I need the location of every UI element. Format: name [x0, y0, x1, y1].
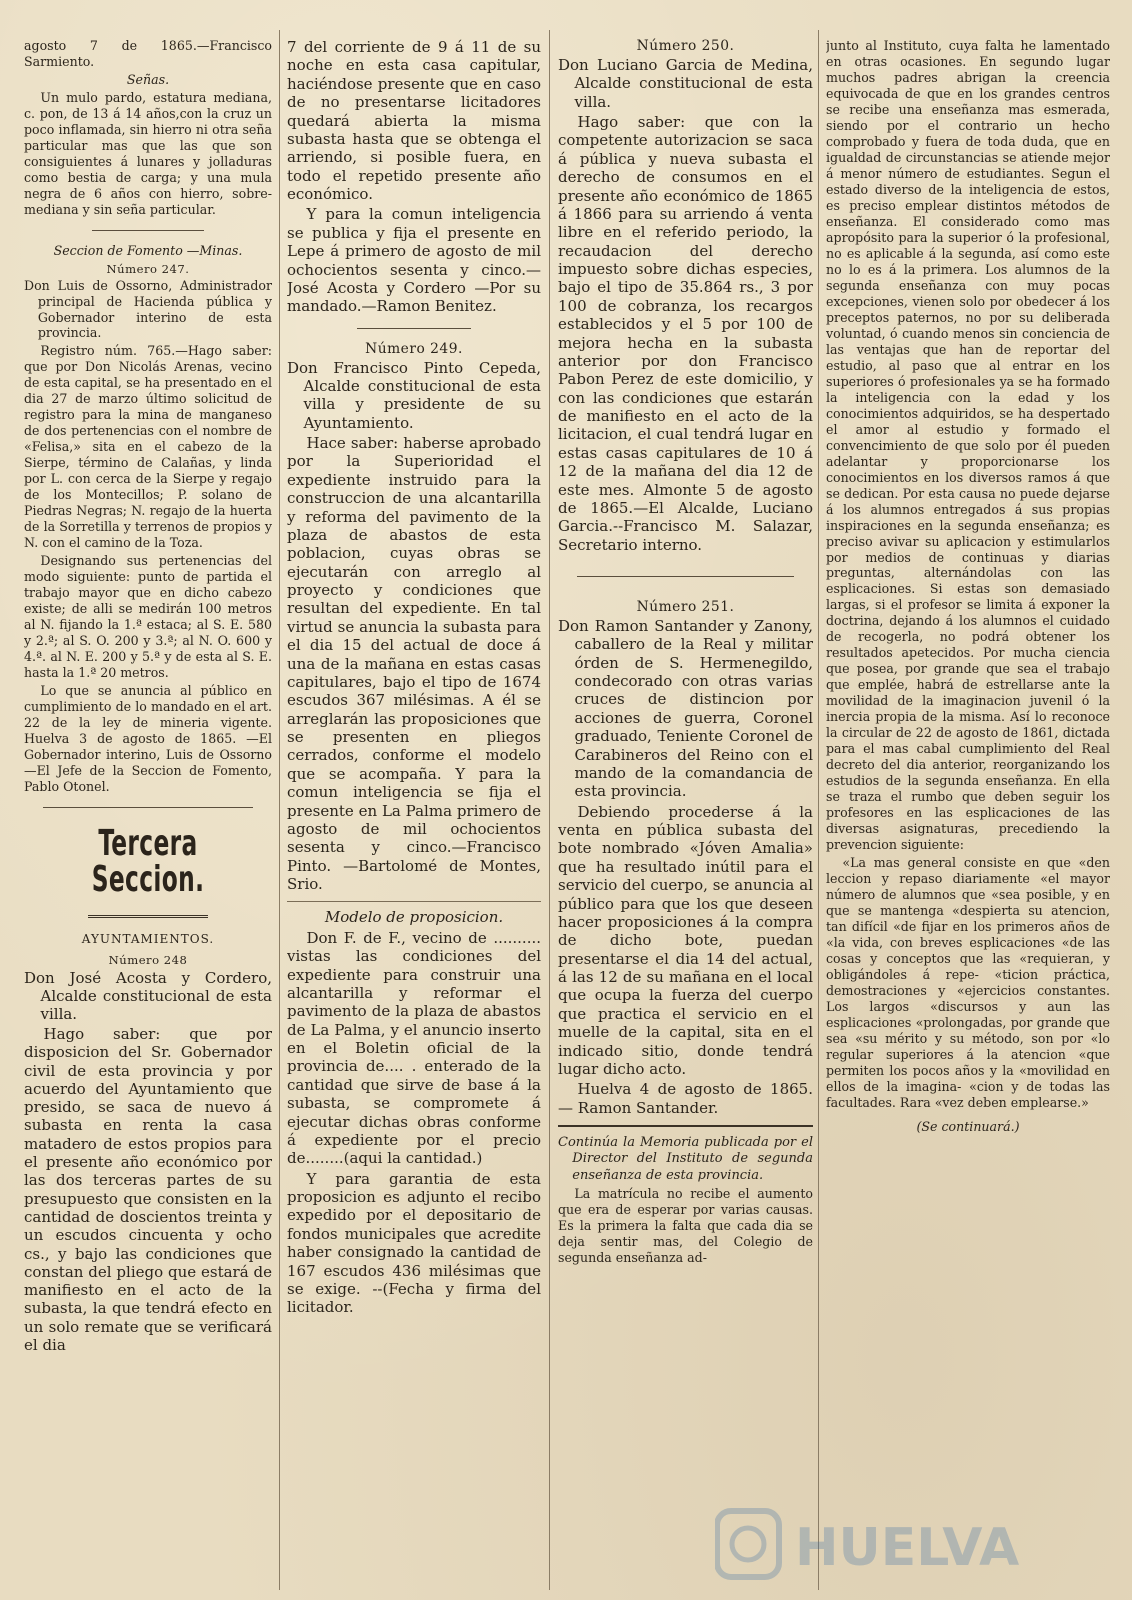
notice-issuer: Don Luis de Ossorno, Administrador principal de Hacienda pública y Gobernador interino de esta provincia. [24, 277, 272, 341]
ornament-divider [24, 906, 272, 922]
section-subtitle: AYUNTAMIENTOS. [81, 932, 215, 947]
column-2 [287, 38, 541, 1594]
paragraph: Registro núm. 765.—Hago saber: que por Don Nicolás Arenas, vecino de esta capital, se ha presentado en el dia 27 de marzo último solicitud de registro para la mina de manganeso de dos pertenencias con el nombre de «Felisa,» sita en el cabezo de la Sierpe, término de Calañas, y linda por L. con cerca de la Sierpe y regajo de los Montecillos; P. solano de Piedras Negras; N. regajo de la huerta de la Sorretilla y terrenos de propios y N. con el camino de la Toza. [24, 343, 272, 551]
notice-issuer: Don Luciano Garcia de Medina, Alcalde constitucional de esta villa. [558, 55, 813, 111]
paragraph: Hago saber: que por disposicion del Sr. Gobernador civil de esta provincia y por acuerdo del Ayuntamiento que presido, se saca de nuevo á subasta en renta la casa matadero de estos propios para el presente año económico por las dos terceras partes de su presupuesto que consisten en la cantidad de doscientos treinta y un escudos cincuenta y ocho cs., y bajo las condiciones que constan del pliego que estará de manifiesto en el acto de la subasta, la que tendrá efecto en un solo remate que se verificará el dia [24, 1024, 272, 1355]
notice-number: Número 250. [636, 38, 735, 54]
paragraph: Hace saber: haberse aprobado por la Superioridad el expediente instruido para la construccion de una alcantarilla y reforma del pavimento de la plaza de abastos de esta poblacion, cuyas obras se ejecutarán con arreglo al proyecto y condiciones que resultan del expediente. En tal virtud se anuncia la subasta para el dia 15 del actual de doce á una de la mañana en estas casas capitulares, bajo el tipo de 1674 escudos 367 milésimas. A él se arreglarán las proposiciones que se presenten en pliegos cerrados, conforme el modelo que se acompaña. Y para la comun inteligencia se fija el presente en La Palma primero de agosto de mil ochocientos sesenta y cinco.—Francisco Pinto. —Bartolomé de Montes, Srio. [287, 434, 541, 894]
quoted-circular: «La mas general consiste en que «den leccion y repaso diariamente «el mayor número de alumnos que «sea posible, y en que se mantenga «despierta su atencion, tan difícil «de fijar en los primeros años de «la vida, con breves esplicaciones «de las cosas y conceptos que las «requieran, y obligándoles á repe- «ticion práctica, demostraciones y «ejercicios constantes. Los largos «discursos y aun las esplicaciones «prolongadas, por grande que sea «su mérito y su método, son por «lo regular superiores á la atencion «que permiten los pocos años y la «movilidad en ellos de la imagina- «cion y de todas las facultades. Rara «vez deben emplearse.» [826, 855, 1110, 1110]
column-divider [549, 30, 550, 1590]
paragraph: agosto 7 de 1865.—Francisco Sarmiento. [24, 38, 272, 69]
column-1 [24, 38, 272, 1594]
notice-number: Número 247. [106, 261, 190, 276]
paragraph: Un mulo pardo, estatura mediana, c. pon, de 13 á 14 años,con la cruz un poco inflamada, sin hierro ni otra seña particular mas que las que son consiguientes á lunares y jolladuras como bestia de carga; y una mula negra de 6 años con hierro, sobre-mediana y sin seña particular. [24, 89, 272, 217]
divider [577, 576, 794, 577]
divider [43, 807, 254, 808]
notice-number: Número 251. [636, 599, 735, 616]
subheading: Señas. [126, 71, 170, 87]
column-3 [558, 38, 813, 1594]
watermark-text: HUELVA [795, 1518, 1020, 1578]
proposal-model [287, 901, 541, 1316]
notice-issuer: Don José Acosta y Cordero, Alcalde constitucional de esta villa. [24, 968, 272, 1023]
section-title: Tercera Seccion. [91, 823, 205, 901]
paragraph: Y para garantia de esta proposicion es adjunto el recibo expedido por el depositario de fondos municipales que acredite haber consignado la cantidad de 167 escudos 436 milésimas que se exige. --(Fecha y firma del licitador. [287, 1169, 541, 1317]
notice-number: Número 248 [108, 953, 188, 968]
paragraph: Lo que se anuncia al público en cumplimiento de lo mandado en el art. 22 de la ley de mineria vigente. Huelva 3 de agosto de 1865. —El Gobernador interino, Luis de Ossorno —El Jefe de la Seccion de Fomento, Pablo Otonel. [24, 683, 272, 795]
paragraph: junto al Instituto, cuya falta he lamentado en otras ocasiones. En segundo lugar muchos padres abrigan la creencia equivocada de que en los grandes centros se recibe una enseñanza mas esmerada, siendo por el contrario un hecho comprobado y fuera de toda duda, que en igualdad de circunstancias se atiende mejor á menor número de estudiantes. Segun el estado diverso de la inteligencia de estos, es preciso emplear distintos métodos de enseñanza. El considerado como mas apropósito para la superior ó la profesional, no es aplicable á la segunda, así como este no lo es á la primera. Los alumnos de la segunda enseñanza con muy pocas excepciones, vienen solo por obedecer á los preceptos paternos, no por su deliberada voluntad, ó cuando menos sin conciencia de las ventajas que han de reportar del estudio, al paso que al entrar en los superiores ó profesionales ya se ha formado la inteligencia con la edad y los conocimientos adquiridos, se ha despertado el amor al estudio y formado el convencimiento de que solo por él pueden adelantar y proporcionarse los conocimientos en los diversos ramos á que se dedican. Por esta causa no puede dejarse á los alumnos entregados á sus propias inspiraciones en la segunda enseñanza; es preciso avivar su aplicacion y estimularlos por medios de continuas y diarias preguntas, alternándolas con las esplicaciones. Si estas son demasiado largas, si el profesor se limita á exponer la doctrina, dejando á los alumnos el cuidado de recogerla, no podrá obtener los resultados apetecidos. Por mucha ciencia que posea, por grande que sea el trabajo que emplée, habrá de estrellarse ante la movilidad de la imaginacion juvenil ó la inercia propia de la misma. Así lo reconoce la circular de 22 de agosto de 1861, dictada para el mas cabal cumplimiento del Real decreto del dia anterior, reorganizando los estudios de la segunda enseñanza. En ella se traza el rumbo que deben seguir los profesores en las esplicaciones de las diversas asignaturas, precediendo la prevencion siguiente: [826, 38, 1110, 853]
paragraph: La matrícula no recibe el aumento que era de esperar por varias causas. Es la primera la falta que cada dia se deja sentir mas, del Colegio de segunda enseñanza ad- [558, 1185, 813, 1265]
divider [357, 328, 471, 329]
divider [92, 230, 204, 231]
column-4 [826, 38, 1110, 1594]
paragraph: Huelva 4 de agosto de 1865. — Ramon Santander. [558, 1080, 813, 1117]
paragraph: Hago saber: que con la competente autorizacion se saca á pública y nueva subasta el derecho de consumos en el presente año económico de 1865 á 1866 para su arriendo á venta libre en el referido periodo, la recaudacion del derecho impuesto sobre dichas especies, bajo el tipo de 35.864 rs., 3 por 100 de cobranza, los recargos establecidos y el 5 por 100 de mejora hecha en la subasta anterior por don Francisco Pabon Perez de este domicilio, y con las condiciones que estarán de manifiesto en el acto de la licitacion, el cual tendrá lugar en estas casas capitulares de 10 á 12 de la mañana del dia 12 de este mes. Almonte 5 de agosto de 1865.—El Alcalde, Luciano Garcia.--Francisco M. Salazar, Secretario interno. [558, 113, 813, 554]
notice-issuer: Don Ramon Santander y Zanony, caballero de la Real y militar órden de S. Hermenegildo, condecorado con otras varias cruces de distincion por acciones de guerra, Coronel graduado, Teniente Coronel de Carabineros del Reino con el mando de la comandancia de esta provincia. [558, 616, 813, 801]
paragraph: Don F. de F., vecino de .......... vistas las condiciones del expediente para construir una alcantarilla y reformar el pavimento de la plaza de abastos de La Palma, y el anuncio inserto en el Boletin oficial de la provincia de.... . enterado de la cantidad que sirve de base á la subasta, se compromete á ejecutar dichas obras conforme á expediente por el precio de........(aqui la cantidad.) [287, 928, 541, 1168]
paragraph: Designando sus pertenencias del modo siguiente: punto de partida el trabajo mayor que en dicho cabezo existe; de alli se medirán 100 metros al N. fijando la 1.ª estaca; al S. E. 580 y 2.ª; al S. O. 200 y 3.ª; al N. O. 600 y 4.ª. al N. E. 200 y 5.ª y de esta al S. E. hasta la 1.ª 20 metros. [24, 553, 272, 681]
notice-number: Número 249. [365, 340, 463, 357]
divider [558, 1125, 813, 1127]
column-divider [279, 30, 280, 1590]
section-heading: Seccion de Fomento —Minas. [53, 242, 243, 258]
paragraph: Y para la comun inteligencia se publica y fija el presente en Lepe á primero de agosto de mil ochocientos sesenta y cinco.—José Acosta y Cordero —Por su mandado.—Ramon Benitez. [287, 205, 541, 316]
notice-issuer: Don Francisco Pinto Cepeda, Alcalde constitucional de esta villa y presidente de su Ayuntamiento. [287, 358, 541, 432]
paragraph: 7 del corriente de 9 á 11 de su noche en esta casa capitular, haciéndose presente que en caso de no presentarse licitadores quedará abierta la misma subasta hasta que se obtenga el arriendo, si posible fuera, en todo el repetido presente año económico. [287, 38, 541, 203]
paragraph: Debiendo procederse á la venta en pública subasta del bote nombrado «Jóven Amalia» que ha resultado inútil para el servicio del cuerpo, se anuncia al público para que los que deseen hacer proposiciones á la compra de dicho bote, puedan presentarse el dia 14 del actual, á las 12 de su mañana en el local que ocupa la fuerza del cuerpo que practica el servicio en el muelle de la capital, sita en el indicado sitio, donde tendrá lugar dicho acto. [558, 802, 813, 1078]
subheading: Modelo de proposicion. [324, 908, 504, 927]
memoria-heading: Continúa la Memoria publicada por el Director del Instituto de segunda enseñanza de esta provincia. [558, 1135, 813, 1183]
continuation-note: (Se continuará.) [916, 1118, 1020, 1134]
column-divider [818, 30, 819, 1590]
